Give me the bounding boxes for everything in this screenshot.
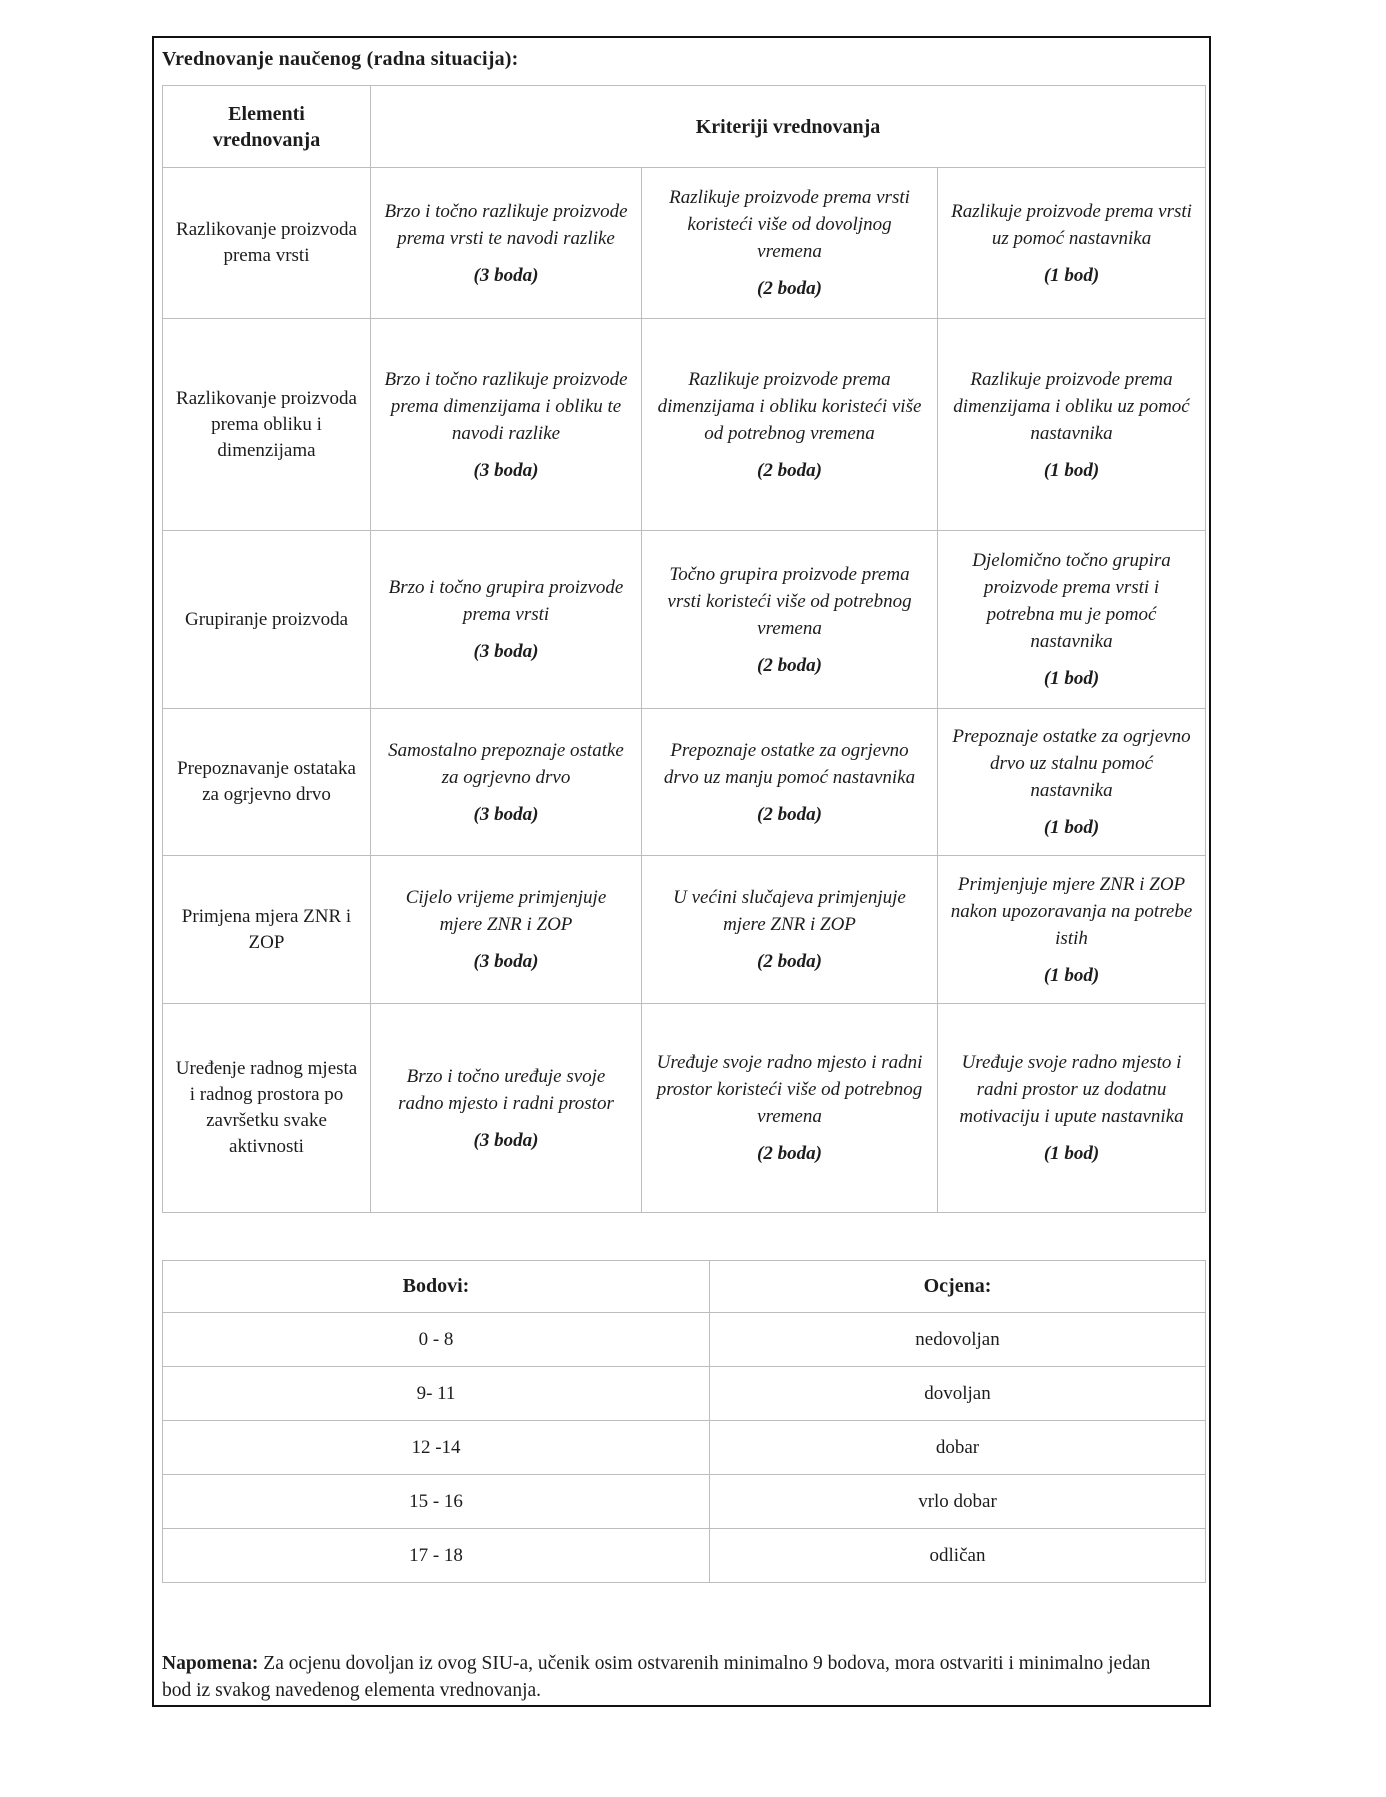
criterion-cell bbox=[642, 709, 938, 856]
criterion-cell bbox=[938, 531, 1206, 709]
criterion-text: Brzo i točno razlikuje proizvode prema vrsti te navodi razlike bbox=[384, 200, 628, 249]
grade-cell: odličan bbox=[710, 1529, 1206, 1583]
points-label: (2 boda) bbox=[757, 278, 822, 299]
grading-header-row bbox=[163, 1261, 1206, 1313]
criterion-cell bbox=[642, 168, 938, 319]
grading-scale-table bbox=[162, 1260, 1206, 1583]
note-text: Za ocjenu dovoljan iz ovog SIU-a, učenik osim ostvarenih minimalno 9 bodova, mora ostvariti i minimalno jedan bod iz svakog navedenog elementa vrednovanja. bbox=[162, 1652, 1151, 1701]
criterion-cell bbox=[642, 1004, 938, 1213]
grading-row bbox=[163, 1475, 1206, 1529]
criterion-cell bbox=[642, 531, 938, 709]
criteria-row bbox=[163, 1004, 1206, 1213]
criteria-row bbox=[163, 709, 1206, 856]
criterion-text: Razlikuje proizvode prema vrsti koristeći više od dovoljnog vremena bbox=[669, 187, 910, 262]
points-label: (3 boda) bbox=[473, 803, 539, 825]
grading-table-body bbox=[163, 1313, 1206, 1583]
criterion-text: Razlikuje proizvode prema dimenzijama i obliku koristeći više od potrebnog vremena bbox=[657, 368, 922, 444]
element-cell: Razlikovanje proizvoda prema vrsti bbox=[163, 168, 371, 319]
column-header-elements: Elementi vrednovanja bbox=[163, 86, 371, 168]
column-header-points: Bodovi: bbox=[163, 1261, 710, 1313]
element-cell: Primjena mjera ZNR i ZOP bbox=[163, 856, 371, 1004]
criterion-text: Cijelo vrijeme primjenjuje mjere ZNR i ZOP bbox=[405, 887, 607, 935]
grade-cell: dovoljan bbox=[710, 1367, 1206, 1421]
points-label: (3 boda) bbox=[473, 264, 539, 286]
points-label: (3 boda) bbox=[473, 1129, 539, 1151]
criterion-cell bbox=[371, 709, 642, 856]
points-label: (2 boda) bbox=[757, 951, 822, 972]
criteria-row bbox=[163, 319, 1206, 531]
criteria-row bbox=[163, 856, 1206, 1004]
grade-cell: dobar bbox=[710, 1421, 1206, 1475]
points-label: (2 boda) bbox=[757, 1143, 822, 1164]
points-range-cell: 15 - 16 bbox=[163, 1475, 710, 1529]
points-label: (1 bod) bbox=[1043, 817, 1100, 838]
criterion-text: U većini slučajeva primjenjuje mjere ZNR i ZOP bbox=[673, 887, 906, 935]
column-header-grade: Ocjena: bbox=[710, 1261, 1206, 1313]
criterion-text: Brzo i točno uređuje svoje radno mjesto i radni prostor bbox=[398, 1065, 614, 1114]
criterion-text: Primjenjuje mjere ZNR i ZOP nakon upozoravanja na potrebe istih bbox=[950, 873, 1193, 949]
criterion-cell bbox=[642, 319, 938, 531]
evaluation-criteria-table bbox=[162, 85, 1206, 1213]
criterion-text: Brzo i točno grupira proizvode prema vrsti bbox=[388, 577, 624, 625]
note-paragraph bbox=[162, 1650, 1167, 1704]
points-label: (1 bod) bbox=[1043, 264, 1100, 286]
points-label: (3 boda) bbox=[473, 951, 539, 972]
criterion-cell bbox=[938, 319, 1206, 531]
points-label: (3 boda) bbox=[473, 459, 539, 481]
points-range-cell: 12 -14 bbox=[163, 1421, 710, 1475]
column-header-criteria: Kriteriji vrednovanja bbox=[371, 86, 1206, 168]
criterion-cell bbox=[938, 1004, 1206, 1213]
criteria-row bbox=[163, 168, 1206, 319]
points-label: (1 bod) bbox=[1043, 964, 1100, 986]
points-range-cell: 0 - 8 bbox=[163, 1313, 710, 1367]
criterion-text: Uređuje svoje radno mjesto i radni prostor koristeći više od potrebnog vremena bbox=[656, 1052, 923, 1127]
criterion-cell bbox=[938, 709, 1206, 856]
points-label: (2 boda) bbox=[757, 459, 822, 481]
page-title: Vrednovanje naučenog (radna situacija): bbox=[162, 48, 519, 70]
criterion-cell bbox=[371, 168, 642, 319]
element-cell: Prepoznavanje ostataka za ogrjevno drvo bbox=[163, 709, 371, 856]
points-range-cell: 9- 11 bbox=[163, 1367, 710, 1421]
criterion-cell bbox=[642, 856, 938, 1004]
table-header-row bbox=[163, 86, 1206, 168]
criterion-text: Uređuje svoje radno mjesto i radni prostor uz dodatnu motivaciju i upute nastavnika bbox=[959, 1052, 1184, 1127]
element-cell: Uređenje radnog mjesta i radnog prostora po završetku svake aktivnosti bbox=[163, 1004, 371, 1213]
criterion-cell bbox=[938, 856, 1206, 1004]
criterion-cell bbox=[371, 531, 642, 709]
criterion-text: Prepoznaje ostatke za ogrjevno drvo uz manju pomoć nastavnika bbox=[663, 739, 916, 788]
criterion-cell bbox=[371, 1004, 642, 1213]
points-range-cell: 17 - 18 bbox=[163, 1529, 710, 1583]
element-cell: Grupiranje proizvoda bbox=[163, 531, 371, 709]
grading-row bbox=[163, 1367, 1206, 1421]
grade-cell: nedovoljan bbox=[710, 1313, 1206, 1367]
criterion-cell bbox=[938, 168, 1206, 319]
criterion-text: Razlikuje proizvode prema vrsti uz pomoć nastavnika bbox=[951, 200, 1192, 249]
points-label: (3 boda) bbox=[473, 641, 539, 662]
criterion-text: Brzo i točno razlikuje proizvode prema dimenzijama i obliku te navodi razlike bbox=[384, 368, 628, 444]
criterion-text: Prepoznaje ostatke za ogrjevno drvo uz stalnu pomoć nastavnika bbox=[952, 726, 1191, 801]
criterion-text: Točno grupira proizvode prema vrsti koristeći više od potrebnog vremena bbox=[667, 563, 912, 639]
criterion-cell bbox=[371, 319, 642, 531]
points-label: (1 bod) bbox=[1043, 668, 1100, 689]
element-cell: Razlikovanje proizvoda prema obliku i dimenzijama bbox=[163, 319, 371, 531]
grading-row bbox=[163, 1529, 1206, 1583]
grading-row bbox=[163, 1421, 1206, 1475]
points-label: (1 bod) bbox=[1043, 1143, 1100, 1164]
main-table-body bbox=[163, 168, 1206, 1213]
criterion-cell bbox=[371, 856, 642, 1004]
criterion-text: Djelomično točno grupira proizvode prema vrsti i potrebna mu je pomoć nastavnika bbox=[972, 550, 1171, 652]
points-label: (2 boda) bbox=[757, 654, 822, 676]
criteria-row bbox=[163, 531, 1206, 709]
criterion-text: Samostalno prepoznaje ostatke za ogrjevno drvo bbox=[388, 739, 624, 788]
note-label: Napomena: bbox=[162, 1652, 259, 1674]
criterion-text: Razlikuje proizvode prema dimenzijama i obliku uz pomoć nastavnika bbox=[953, 368, 1190, 444]
points-label: (2 boda) bbox=[757, 803, 822, 825]
grade-cell: vrlo dobar bbox=[710, 1475, 1206, 1529]
grading-row bbox=[163, 1313, 1206, 1367]
points-label: (1 bod) bbox=[1043, 459, 1100, 481]
document-border-box bbox=[152, 36, 1211, 1707]
